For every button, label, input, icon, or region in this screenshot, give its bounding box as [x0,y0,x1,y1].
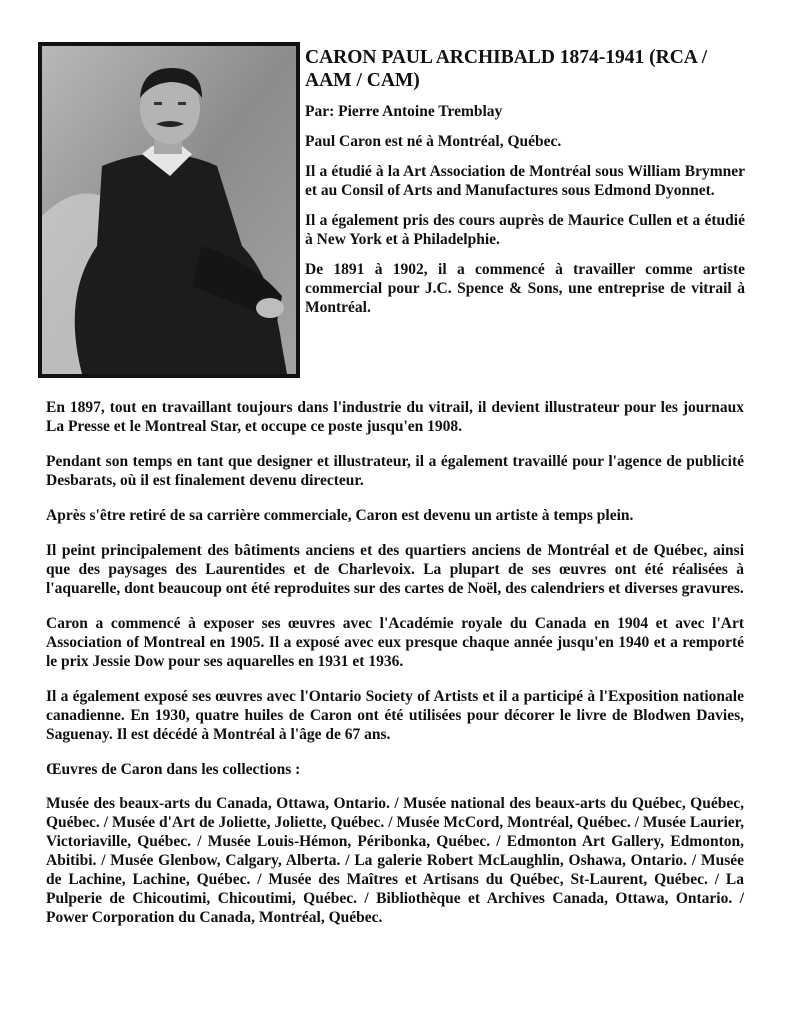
portrait-photo-frame [38,42,300,378]
intro-paragraph: Il a également pris des cours auprès de Maurice Cullen et a étudié à New York et à Philadelphie. [305,212,745,248]
collections-list: Musée des beaux-arts du Canada, Ottawa, Ontario. / Musée national des beaux-arts du Québec, Québec, Québec. / Musée d'Art de Joliette, Joliette, Québec. / Musée McCord, Montréal, Québec. / Musée Laurier, Victoriaville, Québec. / Musée Louis-Hémon, Péribonka, Québec. / Edmonton Art Gallery, Edmonton, Abitibi. / Musée Glenbow, Calgary, Alberta. / La galerie Robert McLaughlin, Oshawa, Ontario. / Musée de Lachine, Lachine, Québec. / Musée des Maîtres et Artisans du Québec, St-Laurent, Québec. / La Pulperie de Chicoutimi, Chicoutimi, Québec. / Bibliothèque et Archives Canada, Ottawa, Ontario. / Power Corporation du Canada, Montréal, Québec. [46,795,744,926]
intro-paragraph: Paul Caron est né à Montréal, Québec. [305,133,562,150]
body-paragraph: Après s'être retiré de sa carrière commerciale, Caron est devenu un artiste à temps plein. [46,507,634,524]
body-paragraph: Pendant son temps en tant que designer et illustrateur, il a également travaillé pour l'agence de publicité Desbarats, où il est finalement devenu directeur. [46,453,744,489]
main-text [46,398,744,943]
header-column [305,46,745,328]
portrait-photo [42,46,296,374]
page-title: CARON PAUL ARCHIBALD 1874-1941 (RCA / AAM / CAM) [305,47,708,91]
collections-heading: Œuvres de Caron dans les collections : [46,761,301,778]
body-paragraph: Il peint principalement des bâtiments anciens et des quartiers anciens de Montréal et de Québec, ainsi que des paysages des Laurentides et de Charlevoix. La plupart de ses œuvres ont été réalisées à l'aquarelle, dont beaucoup ont été reproduites sur des cartes de Noël, des calendriers et diverses gravures. [46,542,744,597]
author-line: Par: Pierre Antoine Tremblay [305,103,503,120]
intro-paragraph: Il a étudié à la Art Association de Montréal sous William Brymner et au Consil of Arts and Manufactures sous Edmond Dyonnet. [305,163,745,199]
body-paragraph: Il a également exposé ses œuvres avec l'Ontario Society of Artists et il a participé à l'Exposition nationale canadienne. En 1930, quatre huiles de Caron ont été utilisées pour décorer le livre de Blodwen Davies, Saguenay. Il est décédé à Montréal à l'âge de 67 ans. [46,688,744,743]
body-paragraph: Caron a commencé à exposer ses œuvres avec l'Académie royale du Canada en 1904 et avec l'Art Association of Montreal en 1905. Il a exposé avec eux presque chaque année jusqu'en 1940 et a remporté le prix Jessie Dow pour ses aquarelles en 1931 et 1936. [46,615,744,670]
body-paragraph: En 1897, tout en travaillant toujours dans l'industrie du vitrail, il devient illustrateur pour les journaux La Presse et le Montreal Star, et occupe ce poste jusqu'en 1908. [46,399,744,435]
intro-paragraph: De 1891 à 1902, il a commencé à travailler comme artiste commercial pour J.C. Spence & Sons, une entreprise de vitrail à Montréal. [305,261,745,316]
